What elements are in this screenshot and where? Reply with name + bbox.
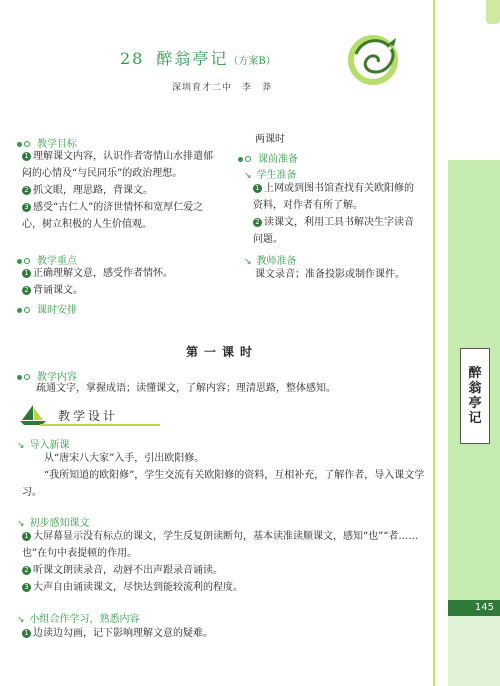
group-heading: ↘ 小组合作学习，熟悉内容: [17, 614, 140, 625]
hours-text: 两课时: [255, 134, 285, 145]
lesson-number: 28: [120, 49, 145, 68]
title-note: （方案B）: [228, 56, 276, 67]
side-tab-char: 记: [468, 411, 482, 426]
list-item: 2 读课文，利用工具书解决生字读音问题。: [253, 217, 414, 245]
side-tab-label: [460, 348, 490, 444]
list-item: 1 正确理解文意，感受作者情怀。: [22, 265, 222, 282]
list-item: 2 听课文朗读录音，动唇不出声跟录音诵读。: [22, 562, 442, 579]
teacher-prep-heading: ↘ 教师准备: [244, 256, 297, 267]
perceive-list: [22, 528, 442, 596]
paragraph: “我所知道的欧阳修”，学生交流有关欧阳修的资料，互相补充，了解作者，导入课文学习。: [22, 470, 425, 498]
top-tab-decoration: [486, 0, 500, 24]
schedule-heading: 课时安排: [17, 301, 77, 316]
intro-heading: ↘ 导入新课: [17, 440, 70, 451]
page-number: 145: [448, 600, 500, 616]
lesson-heading: 第一课时: [186, 345, 259, 359]
student-prep-heading: ↘ 学生准备: [244, 170, 297, 181]
dragon-emblem-icon: [342, 28, 404, 88]
list-item: 3 大声自由诵读课文，尽快达到能较流利的程度。: [22, 579, 442, 596]
list-item: 2 背诵课文。: [22, 282, 222, 299]
page-title: [120, 46, 276, 69]
side-tab-char: 亭: [468, 396, 482, 411]
keys-heading: 教学重点: [17, 252, 77, 267]
teacher-prep-text: 课文录音；准备投影或制作课件。: [255, 269, 405, 280]
design-heading: 教学设计: [58, 409, 119, 423]
intro-text: [22, 450, 442, 501]
list-item: 2 抓文眼，理思路，背课文。: [22, 182, 222, 199]
group-list: [22, 625, 442, 642]
design-underline: [40, 424, 160, 426]
list-item: 1 上网或到图书馆查找有关欧阳修的资料，对作者有所了解。: [253, 183, 414, 211]
perceive-heading: ↘ 初步感知课文: [17, 518, 90, 529]
list-item: 1 边读边勾画，记下影响理解文意的疑难。: [22, 625, 442, 642]
student-prep-list: [253, 180, 421, 248]
goals-heading: 教学目标: [17, 135, 77, 150]
author-line: 深圳育才二中 李 莽: [172, 83, 273, 93]
list-item: 3 感受“古仁人”的济世情怀和宽厚仁爱之心，树立积极的人生价值观。: [22, 202, 204, 230]
side-tab-char: 翁: [468, 381, 482, 396]
list-item: 1 理解课文内容，认识作者寄情山水排遣郁闷的心情及“与民同乐”的政治理想。: [22, 151, 213, 179]
keys-list: [22, 265, 222, 299]
list-item: 1 大屏幕显示没有标点的课文，学生反复朗读断句，基本读准读顺课文，感知“也”“者……也”在句中表提顿的作用。: [22, 531, 419, 559]
sailboat-icon: [18, 404, 48, 426]
goals-list: [22, 148, 222, 233]
content-heading: 教学内容: [17, 368, 77, 383]
prep-heading: 课前准备: [238, 150, 298, 165]
content-text: 疏通文字，掌握成语；读懂课文，了解内容；理清思路，整体感知。: [36, 383, 336, 394]
lesson-title: 醉翁亭记: [156, 49, 229, 68]
side-tab-char: 醉: [468, 366, 482, 381]
paragraph: 从“唐宋八大家”入手，引出欧阳修。: [44, 453, 205, 464]
